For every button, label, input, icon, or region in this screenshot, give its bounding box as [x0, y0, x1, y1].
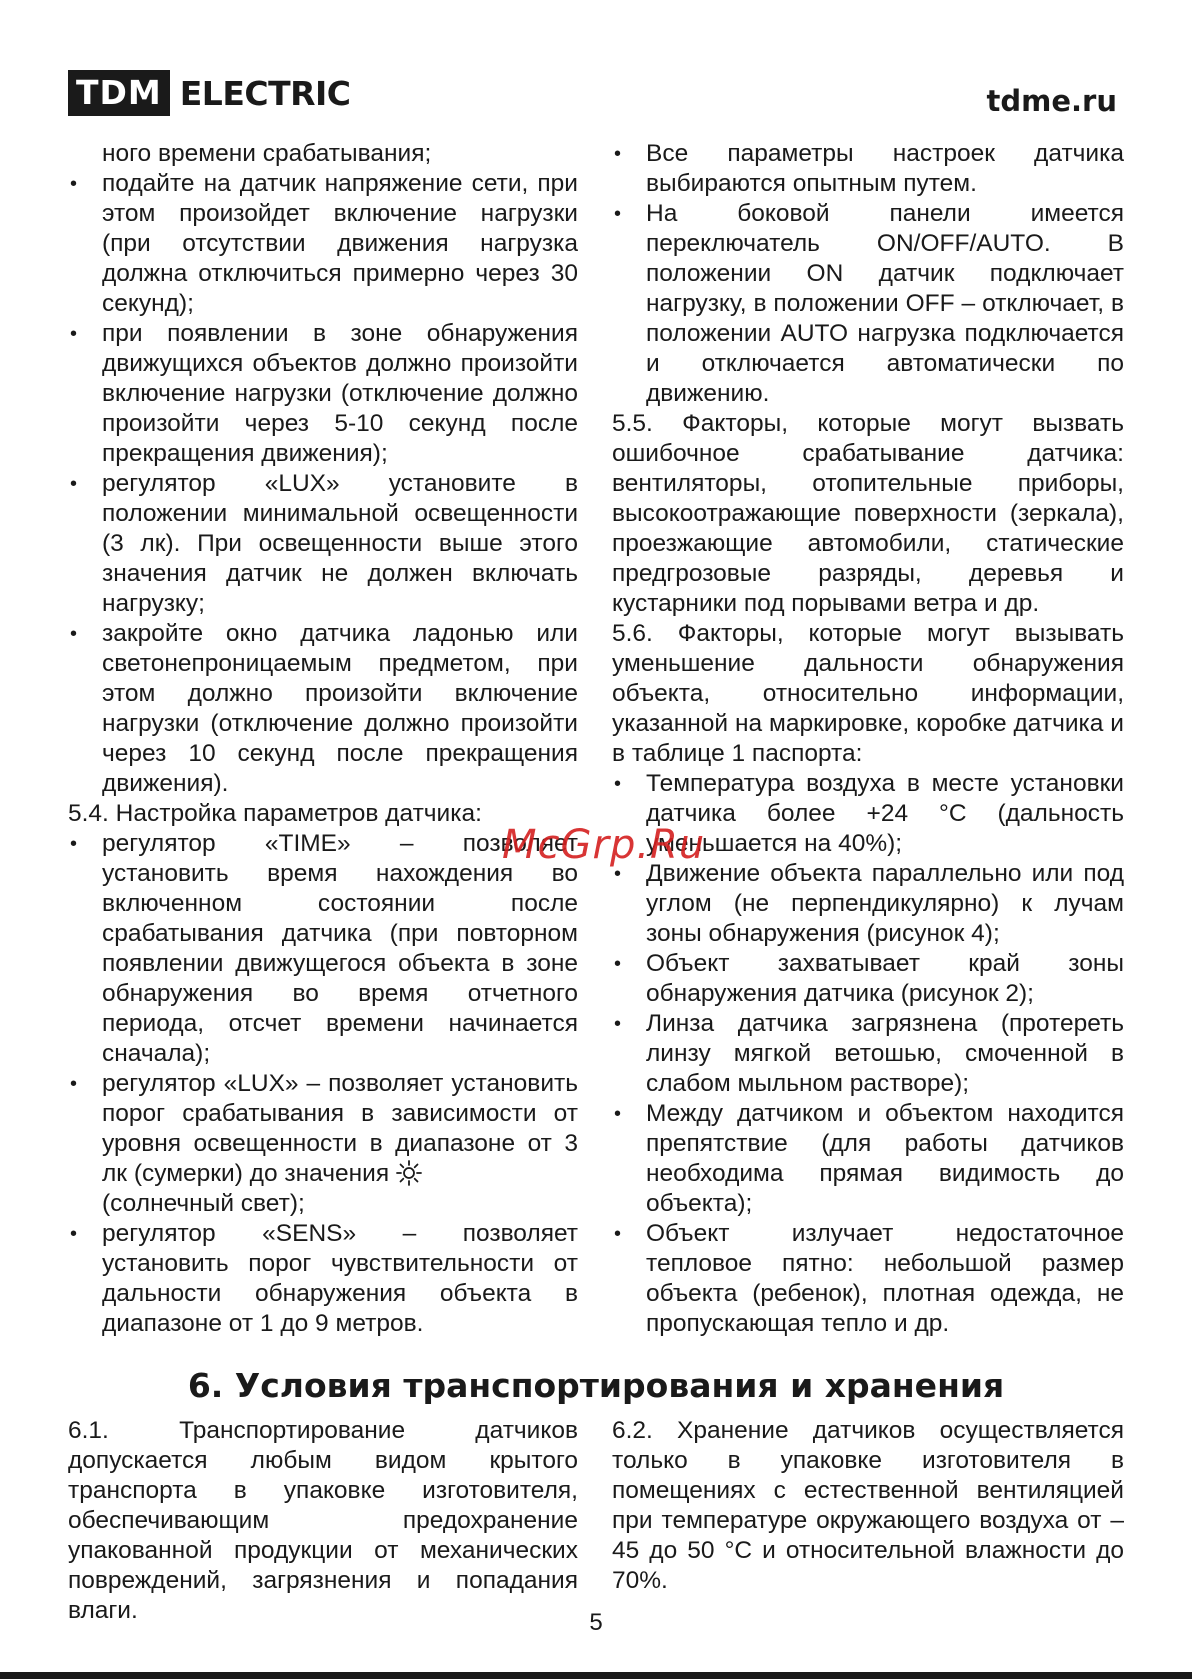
list-item: • регулятор «TIME» – позволяет установить время нахождения во включенном состоянии после срабатывания датчика (при повторном появлении движущегося объекта в зоне обнаружения во время отчетного периода, отсчет времени начинается сначала); — [68, 829, 578, 1069]
list-item: • Между датчиком и объектом находится препятствие (для работы датчиков необходима прямая видимость до объекта); — [612, 1099, 1124, 1219]
logo-box: TDM — [68, 70, 170, 116]
list-item: • Температура воздуха в месте установки датчика более +24 °С (дальность уменьшается на 40%); — [612, 769, 1124, 859]
list-item: • регулятор «SENS» – позволяет установить порог чувствительности от дальности обнаружения объекта в диапазоне от 1 до 9 метров. — [68, 1219, 578, 1339]
list-item: • Все параметры настроек датчика выбираются опытным путем. — [612, 139, 1124, 199]
section-5-4-heading: 5.4. Настройка параметров датчика: — [68, 800, 482, 827]
right-column — [612, 139, 1124, 1339]
section-6-1 — [68, 1416, 578, 1626]
list-item-text: регулятор «LUX» – позволяет установить порог срабатывания в зависимости от уровня освещенности в диапазоне от 3 лк (сумерки) до значения — [102, 1070, 578, 1187]
list-item: • Объект захватывает край зоны обнаружения датчика (рисунок 2); — [612, 949, 1124, 1009]
list-item-text: (солнечный свет); — [102, 1190, 305, 1217]
section-6-2 — [612, 1416, 1124, 1596]
page-number: 5 — [589, 1609, 603, 1636]
list-item: • при появлении в зоне обнаружения движущихся объектов должно произойти включение нагрузки (отключение должно произойти через 5-10 секунд после прекращения движения); — [68, 319, 578, 469]
brand-logo — [68, 70, 351, 116]
list-item: • Движение объекта параллельно или под углом (не перпендикулярно) к лучам зоны обнаружения (рисунок 4); — [612, 859, 1124, 949]
paragraph: 6.1. Транспортирование датчиков допускается любым видом крытого транспорта в упаковке изготовителя, обеспечивающим предохранение упакованной продукции от механических повреждений, загрязнения и попадания влаги. — [68, 1417, 578, 1624]
list-item: • закройте окно датчика ладонью или светонепроницаемым предметом, при этом должно произойти включение нагрузки (отключение должно произойти через 10 секунд после прекращения движения). — [68, 619, 578, 799]
list-item: • На боковой панели имеется переключатель ON/OFF/AUTO. В положении ON датчик подключает нагрузку, в положении OFF – отключает, в положении AUTO нагрузка подключается и отключается автоматически по движению. — [612, 199, 1124, 409]
list-item: • Линза датчика загрязнена (протереть линзу мягкой ветошью, смоченной в слабом мыльном растворе); — [612, 1009, 1124, 1099]
list-item: • подайте на датчик напряжение сети, при этом произойдет включение нагрузки (при отсутствии движения нагрузка должна отключиться примерно через 30 секунд); — [68, 169, 578, 319]
section-5-5: 5.5. Факторы, которые могут вызвать ошибочное срабатывание датчика: вентиляторы, отопительные приборы, высокоотражающие поверхности (зеркала), проезжающие автомобили, статические предгрозовые разряды, деревья и кустарники под порывами ветра и др. — [612, 410, 1124, 617]
left-column — [68, 139, 578, 1339]
list-item: • регулятор «LUX» установите в положении минимальной освещенности (3 лк). При освещенности выше этого значения датчик не должен включать нагрузку; — [68, 469, 578, 619]
watermark-text: McGrp.Ru — [502, 822, 706, 868]
bottom-border — [0, 1672, 1192, 1679]
site-url: tdme.ru — [986, 84, 1117, 118]
list-item: • Объект излучает недостаточное тепловое пятно: небольшой размер объекта (ребенок), плотная одежда, не пропускающая тепло и др. — [612, 1219, 1124, 1339]
list-item — [68, 1069, 578, 1219]
continuation-text: ного времени срабатывания; — [102, 140, 432, 167]
section-6-title: 6. Условия транспортирования и хранения — [187, 1366, 1005, 1405]
paragraph: 6.2. Хранение датчиков осуществляется только в упаковке изготовителя в помещениях с естественной вентиляцией при температуре окружающего воздуха от –45 до 50 °С и относительной влажности до 70%. — [612, 1417, 1124, 1594]
section-5-6: 5.6. Факторы, которые могут вызывать уменьшение дальности обнаружения объекта, относительно информации, указанной на маркировке, коробке датчика и в таблице 1 паспорта: — [612, 620, 1124, 767]
logo-text: ELECTRIC — [179, 73, 351, 113]
sun-icon — [396, 1160, 422, 1186]
